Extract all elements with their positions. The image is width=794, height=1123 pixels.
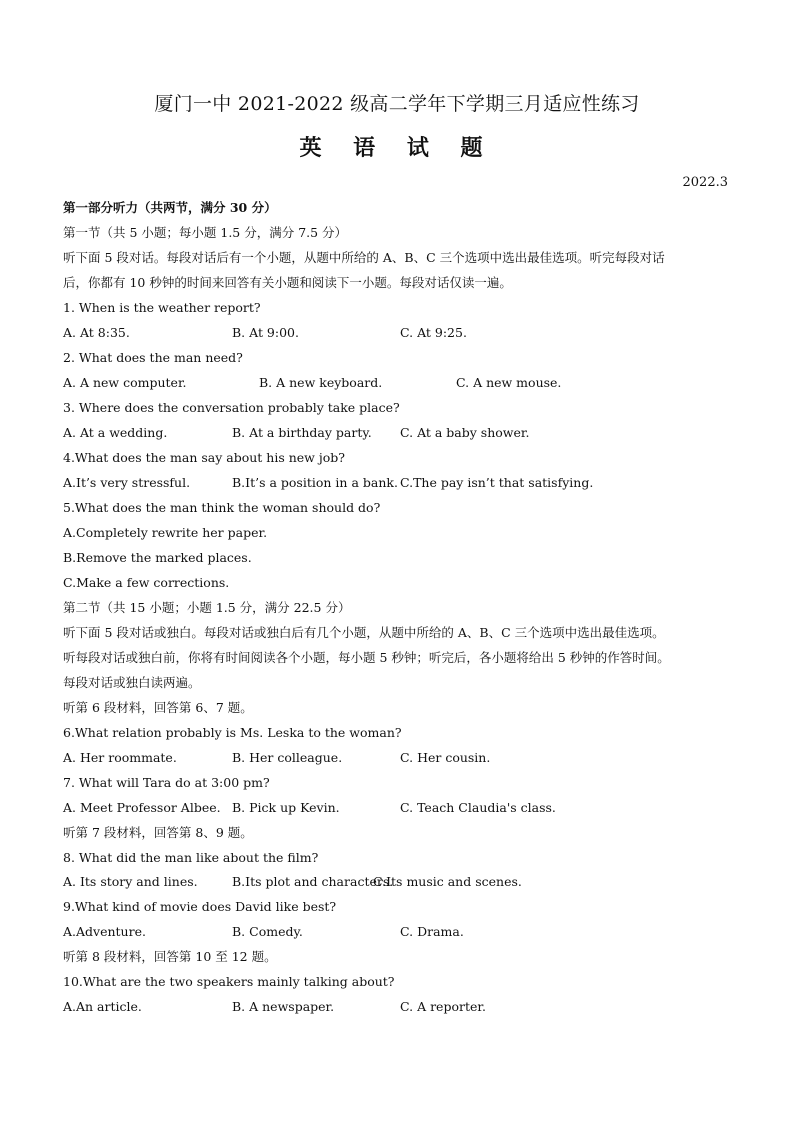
q2-option-b: B. A new keyboard. <box>259 375 383 390</box>
q5-option-b: B.Remove the marked places. <box>63 550 252 565</box>
section2-instructions-line3: 每段对话或独白读两遍。 <box>63 675 201 690</box>
section1-instructions-line2: 后，你都有 10 秒钟的时间来回答有关小题和阅读下一小题。每段对话仅读一遍。 <box>63 275 512 290</box>
part1-heading: 第一部分听力（共两节，满分 30 分） <box>63 200 277 215</box>
question-3: 3. Where does the conversation probably take place? <box>63 400 400 415</box>
q8-option-b: B.Its plot and characters. <box>232 874 394 889</box>
question-7: 7. What will Tara do at 3:00 pm? <box>63 775 270 790</box>
question-2: 2. What does the man need? <box>63 350 243 365</box>
q9-option-a: A.Adventure. <box>63 924 146 939</box>
section1-heading: 第一节（共 5 小题；每小题 1.5 分，满分 7.5 分） <box>63 225 348 240</box>
q10-option-b: B. A newspaper. <box>232 999 335 1014</box>
section1-instructions-line1: 听下面 5 段对话。每段对话后有一个小题，从题中所给的 A、B、C 三个选项中选出最佳选项。听完每段对话 <box>63 250 665 265</box>
q3-option-a: A. At a wedding. <box>63 425 168 440</box>
q8-option-a: A. Its story and lines. <box>63 874 198 889</box>
exam-date: 2022.3 <box>682 175 728 190</box>
q3-option-c: C. At a baby shower. <box>400 425 530 440</box>
question-4: 4.What does the man say about his new job? <box>63 450 345 465</box>
q2-option-c: C. A new mouse. <box>456 375 562 390</box>
q7-option-c: C. Teach Claudia's class. <box>400 800 556 815</box>
section2-instructions-line2: 听每段对话或独白前，你将有时间阅读各个小题，每小题 5 秒钟；听完后，各小题将给出 5 秒钟的作答时间。 <box>63 650 670 665</box>
question-8: 8. What did the man like about the film? <box>63 850 319 865</box>
material-8-instruction: 听第 8 段材料，回答第 10 至 12 题。 <box>63 949 277 964</box>
question-6: 6.What relation probably is Ms. Leska to the woman? <box>63 725 402 740</box>
q10-option-c: C. A reporter. <box>400 999 486 1014</box>
section2-instructions-line1: 听下面 5 段对话或独白。每段对话或独白后有几个小题，从题中所给的 A、B、C 三个选项中选出最佳选项。 <box>63 625 665 640</box>
q9-option-b: B. Comedy. <box>232 924 303 939</box>
q5-option-a: A.Completely rewrite her paper. <box>63 525 268 540</box>
q4-option-b: B.It’s a position in a bank. <box>232 475 398 490</box>
question-5: 5.What does the man think the woman should do? <box>63 500 381 515</box>
q1-option-a: A. At 8:35. <box>63 325 130 340</box>
q7-option-b: B. Pick up Kevin. <box>232 800 340 815</box>
q6-option-b: B. Her colleague. <box>232 750 343 765</box>
exam-subtitle: 英 语 试 题 <box>299 135 495 161</box>
question-1: 1. When is the weather report? <box>63 300 261 315</box>
question-10: 10.What are the two speakers mainly talking about? <box>63 974 395 989</box>
q7-option-a: A. Meet Professor Albee. <box>63 800 221 815</box>
q1-option-b: B. At 9:00. <box>232 325 299 340</box>
q5-option-c: C.Make a few corrections. <box>63 575 230 590</box>
q8-option-c: C.Its music and scenes. <box>373 874 522 889</box>
exam-title: 厦门一中 2021-2022 级高二学年下学期三月适应性练习 <box>154 93 640 115</box>
question-9: 9.What kind of movie does David like best? <box>63 899 337 914</box>
q9-option-c: C. Drama. <box>400 924 464 939</box>
q4-option-c: C.The pay isn’t that satisfying. <box>400 475 594 490</box>
material-7-instruction: 听第 7 段材料，回答第 8、9 题。 <box>63 825 253 840</box>
section2-heading: 第二节（共 15 小题；小题 1.5 分，满分 22.5 分） <box>63 600 351 615</box>
q10-option-a: A.An article. <box>63 999 142 1014</box>
material-6-instruction: 听第 6 段材料，回答第 6、7 题。 <box>63 700 253 715</box>
q4-option-a: A.It’s very stressful. <box>63 475 191 490</box>
q6-option-a: A. Her roommate. <box>63 750 177 765</box>
q1-option-c: C. At 9:25. <box>400 325 467 340</box>
q3-option-b: B. At a birthday party. <box>232 425 372 440</box>
q6-option-c: C. Her cousin. <box>400 750 491 765</box>
q2-option-a: A. A new computer. <box>63 375 187 390</box>
